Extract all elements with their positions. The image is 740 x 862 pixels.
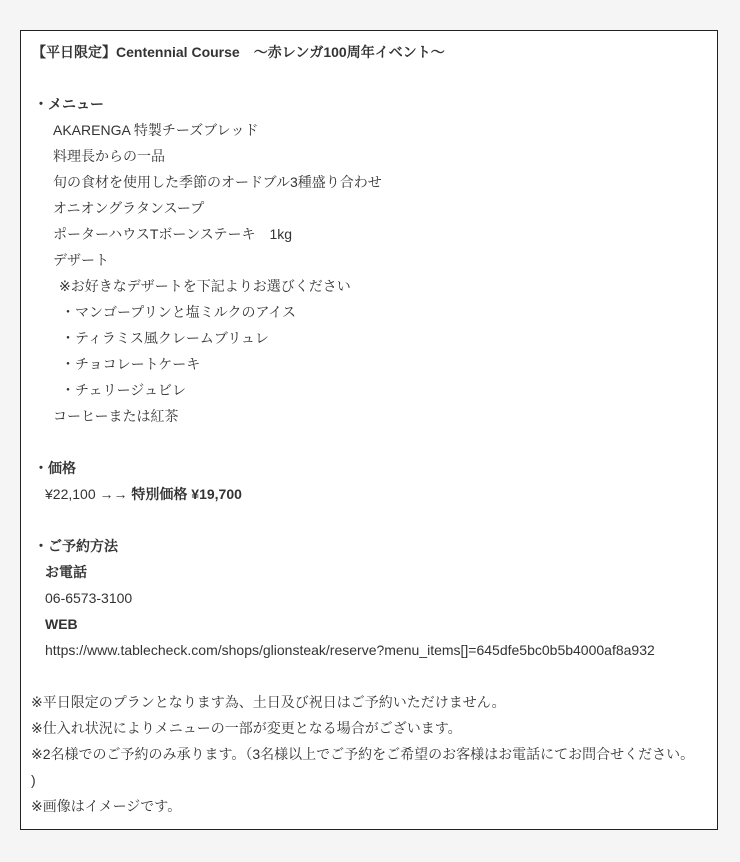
dessert-item: ・チョコレートケーキ xyxy=(61,356,201,372)
course-description-box xyxy=(20,30,718,830)
course-title: 【平日限定】Centennial Course 〜赤レンガ100周年イベント〜 xyxy=(32,44,445,60)
menu-item: デザート xyxy=(53,252,109,268)
menu-heading: ・メニュー xyxy=(34,96,104,112)
drink-item: コーヒーまたは紅茶 xyxy=(53,408,179,424)
dessert-item: ・マンゴープリンと塩ミルクのアイス xyxy=(61,304,297,320)
dessert-item: ・チェリージュビレ xyxy=(61,382,187,398)
menu-item: オニオングラタンスープ xyxy=(53,200,205,216)
note: ※画像はイメージです。 xyxy=(31,798,182,814)
price-heading: ・価格 xyxy=(34,460,76,476)
reservation-heading: ・ご予約方法 xyxy=(34,538,118,554)
phone-label: お電話 xyxy=(45,564,87,580)
reservation-url: https://www.tablecheck.com/shops/glionsteak/reserve?menu_items[]=645dfe5bc0b5b4000af8a932 xyxy=(45,642,655,658)
special-price: 特別価格 ¥19,700 xyxy=(131,486,242,502)
menu-item: 料理長からの一品 xyxy=(53,148,165,164)
menu-item: ポーターハウスTボーンステーキ 1kg xyxy=(53,226,293,242)
note: ※仕入れ状況によりメニューの一部が変更となる場合がございます。 xyxy=(31,720,462,736)
dessert-note: ※お好きなデザートを下記よりお選びください xyxy=(59,278,351,294)
price-line xyxy=(45,485,242,503)
note: ※平日限定のプランとなります為、土日及び祝日はご予約いただけません。 xyxy=(31,694,506,710)
note-continuation: ) xyxy=(31,772,36,788)
dessert-item: ・ティラミス風クレームブリュレ xyxy=(61,330,269,346)
phone-number: 06-6573-3100 xyxy=(45,590,133,606)
note: ※2名様でのご予約のみ承ります。（3名様以上でご予約をご希望のお客様はお電話にてお問合せください。 xyxy=(31,746,695,762)
menu-item: AKARENGA 特製チーズブレッド xyxy=(53,122,259,138)
web-label: WEB xyxy=(45,616,78,632)
menu-item: 旬の食材を使用した季節のオードブル3種盛り合わせ xyxy=(53,174,382,190)
regular-price: ¥22,100 →→ xyxy=(45,486,132,502)
